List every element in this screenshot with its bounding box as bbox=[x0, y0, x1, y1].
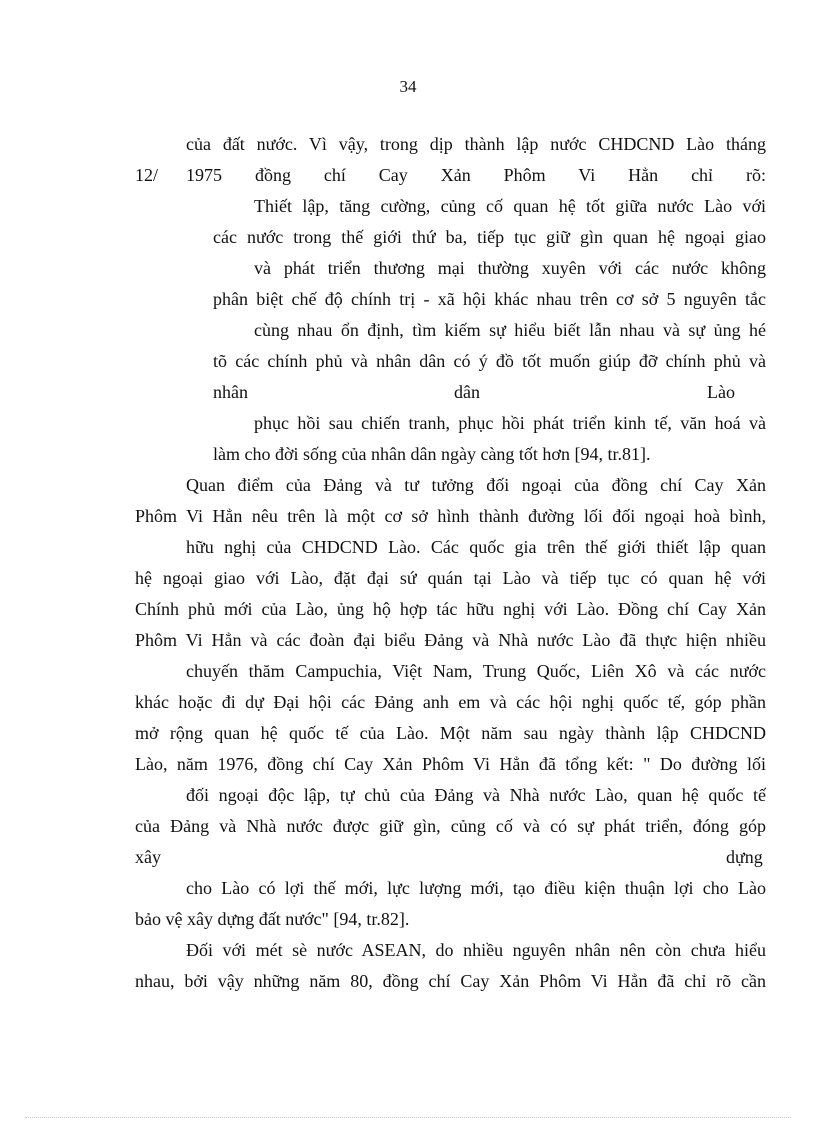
quote-line: nhân bbox=[213, 382, 248, 402]
text-line: chuyến thăm Campuchia, Việt Nam, Trung Quốc, Liên Xô và các nước bbox=[186, 661, 766, 681]
text-line: Chính phủ mới của Lào, ủng hộ hợp tác hữu nghị với Lào. Đồng chí Cay Xản bbox=[135, 599, 766, 619]
quote-line: phân biệt chế độ chính trị - xã hội khác nhau trên cơ sở 5 nguyên tắc bbox=[213, 289, 766, 309]
text-line: nhau, bởi vậy những năm 80, đồng chí Cay Xản Phôm Vi Hẳn đã chỉ rõ cần bbox=[135, 971, 766, 991]
text-line: Đối với mét sè nước ASEAN, do nhiều nguyên nhân nên còn chưa hiểu bbox=[186, 940, 766, 960]
quote-line: và phát triển thương mại thường xuyên với các nước không bbox=[254, 258, 766, 278]
text-line: hệ ngoại giao với Lào, đặt đại sứ quán tại Lào và tiếp tục có quan hệ với bbox=[135, 568, 766, 588]
text-line: xây bbox=[135, 847, 161, 867]
text-line: bảo vệ xây dựng đất nước" [94, tr.82]. bbox=[135, 909, 410, 929]
text-line: của đất nước. Vì vậy, trong dịp thành lập nước CHDCND Lào tháng bbox=[186, 134, 766, 154]
page-number: 34 bbox=[399, 77, 417, 96]
text-line: cho Lào có lợi thế mới, lực lượng mới, tạo điều kiện thuận lợi cho Lào bbox=[186, 878, 766, 898]
text-line: Quan điểm của Đảng và tư tưởng đối ngoại của đồng chí Cay Xản bbox=[186, 475, 766, 495]
quote-line: Lào bbox=[707, 382, 735, 402]
quote-line: phục hồi sau chiến tranh, phục hồi phát triển kinh tế, văn hoá và bbox=[254, 413, 766, 433]
page-bottom-divider bbox=[25, 1117, 791, 1118]
text-line: hữu nghị của CHDCND Lào. Các quốc gia trên thế giới thiết lập quan bbox=[186, 537, 766, 557]
quote-line: cùng nhau ổn định, tìm kiếm sự hiểu biết lẫn nhau và sự ủng hé bbox=[254, 320, 766, 340]
text-line: đối ngoại độc lập, tự chủ của Đảng và Nhà nước Lào, quan hệ quốc tế bbox=[186, 785, 766, 805]
text-line: dựng bbox=[726, 847, 763, 867]
text-line: Lào, năm 1976, đồng chí Cay Xản Phôm Vi Hẳn đã tổng kết: " Do đường lối bbox=[135, 754, 766, 774]
text-line: của Đảng và Nhà nước được giữ gìn, củng cố và có sự phát triển, đóng góp bbox=[135, 816, 766, 836]
text-line: Phôm Vi Hẳn và các đoàn đại biểu Đảng và Nhà nước Lào đã thực hiện nhiều bbox=[135, 630, 766, 650]
text-line: 1975 đồng chí Cay Xản Phôm Vi Hẳn chỉ rõ: bbox=[186, 165, 766, 185]
quote-line: các nước trong thế giới thứ ba, tiếp tục giữ gìn quan hệ ngoại giao bbox=[213, 227, 766, 247]
text-line: mở rộng quan hệ quốc tế của Lào. Một năm sau ngày thành lập CHDCND bbox=[135, 723, 766, 743]
text-line: khác hoặc đi dự Đại hội các Đảng anh em và các hội nghị quốc tế, góp phần bbox=[135, 692, 766, 712]
text-line: 12/ bbox=[135, 165, 159, 185]
quote-line: Thiết lập, tăng cường, củng cố quan hệ tốt giữa nước Lào với bbox=[254, 196, 766, 216]
text-line: Phôm Vi Hẳn nêu trên là một cơ sở hình thành đường lối đối ngoại hoà bình, bbox=[135, 506, 766, 526]
quote-line: tõ các chính phủ và nhân dân có ý đồ tốt muốn giúp đỡ chính phủ và bbox=[213, 351, 766, 371]
quote-line: làm cho đời sống của nhân dân ngày càng tốt hơn [94, tr.81]. bbox=[213, 444, 651, 464]
quote-line: dân bbox=[454, 382, 480, 402]
